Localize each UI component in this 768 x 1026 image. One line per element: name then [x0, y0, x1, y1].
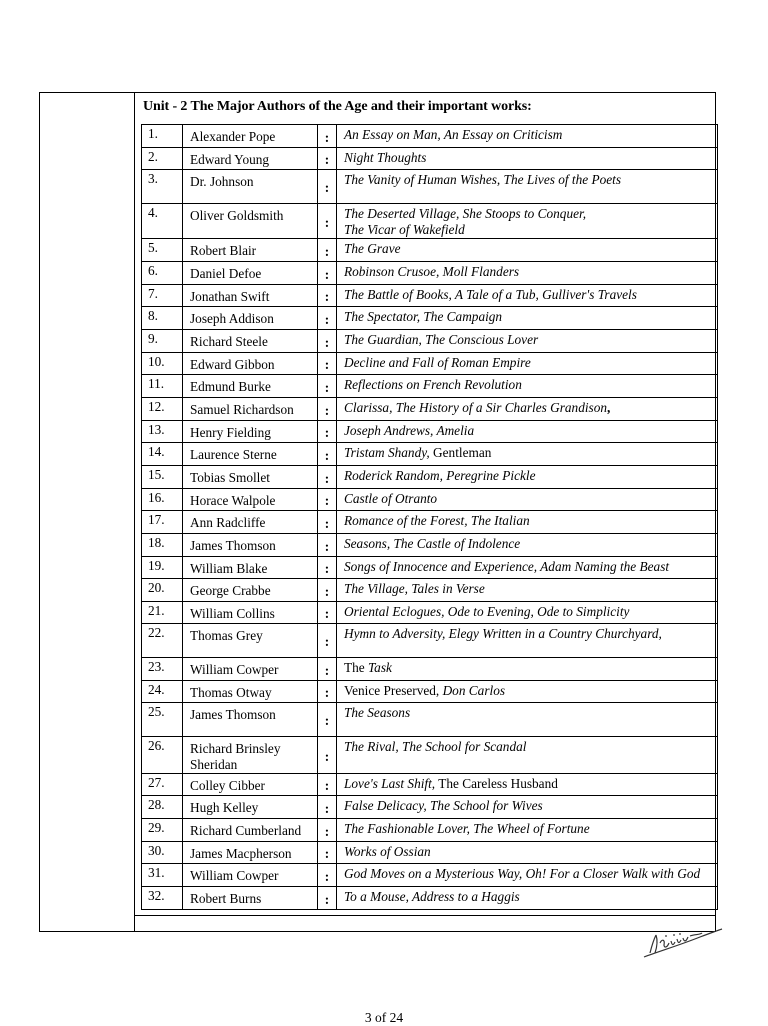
works-text [344, 491, 713, 507]
row-number: 30. [142, 842, 183, 864]
works-text [344, 705, 713, 721]
works-text [344, 513, 713, 529]
works-text [344, 660, 713, 676]
works-cell [337, 624, 718, 658]
table-row [142, 443, 718, 466]
row-number: 21. [142, 602, 183, 624]
row-number: 14. [142, 443, 183, 466]
colon-separator: : [318, 353, 337, 375]
colon-separator: : [318, 125, 337, 148]
table-row [142, 421, 718, 443]
work-title: Clarissa, The History of a Sir Charles Grandison [344, 400, 608, 415]
works-cell [337, 443, 718, 466]
table-row [142, 796, 718, 819]
author-name-text: Oliver Goldsmith [190, 208, 284, 223]
table-row [142, 819, 718, 842]
works-text [344, 206, 713, 238]
row-number: 10. [142, 353, 183, 375]
row-number: 24. [142, 681, 183, 703]
author-name [183, 398, 318, 421]
author-name [183, 307, 318, 330]
row-number: 15. [142, 466, 183, 489]
table-row [142, 330, 718, 353]
author-name-text: Richard Steele [190, 334, 268, 349]
colon-separator: : [318, 864, 337, 887]
works-text [344, 127, 713, 143]
row-number: 3. [142, 170, 183, 204]
colon-separator: : [318, 239, 337, 262]
row-number: 20. [142, 579, 183, 602]
author-name [183, 579, 318, 602]
author-name [183, 557, 318, 579]
table-row [142, 774, 718, 796]
works-text [344, 821, 713, 837]
row-number: 31. [142, 864, 183, 887]
colon-separator: : [318, 262, 337, 285]
work-title: The Guardian, The Conscious Lover [344, 332, 539, 347]
row-number: 5. [142, 239, 183, 262]
works-text [344, 604, 713, 620]
table-row [142, 887, 718, 910]
author-name [183, 624, 318, 658]
author-name-text: Daniel Defoe [190, 266, 262, 281]
work-title: The [344, 660, 368, 675]
row-number: 32. [142, 887, 183, 910]
colon-separator: : [318, 307, 337, 330]
colon-separator: : [318, 624, 337, 658]
works-text [344, 468, 713, 484]
author-name-text: Edmund Burke [190, 379, 271, 394]
row-number: 4. [142, 204, 183, 239]
author-name [183, 262, 318, 285]
author-name-text: James Macpherson [190, 846, 292, 861]
row-number: 16. [142, 489, 183, 511]
work-title: God Moves on a Mysterious Way, Oh! For a Closer Walk with God [344, 866, 701, 881]
table-row [142, 466, 718, 489]
author-name-text: Horace Walpole [190, 493, 276, 508]
author-name-text: Tobias Smollet [190, 470, 270, 485]
row-number: 25. [142, 703, 183, 737]
page-number: 3 of 24 [364, 1010, 404, 1025]
colon-separator: : [318, 737, 337, 774]
table-row [142, 842, 718, 864]
table-row [142, 398, 718, 421]
row-number: 18. [142, 534, 183, 557]
author-name [183, 658, 318, 681]
works-text [344, 377, 713, 393]
row-number: 9. [142, 330, 183, 353]
table-row [142, 353, 718, 375]
author-name [183, 602, 318, 624]
work-title: Task [368, 660, 392, 675]
author-name-text: Colley Cibber [190, 778, 265, 793]
author-name [183, 703, 318, 737]
work-title: Roderick Random, Peregrine Pickle [344, 468, 536, 483]
table-row [142, 658, 718, 681]
works-text [344, 355, 713, 371]
works-cell [337, 421, 718, 443]
colon-separator: : [318, 774, 337, 796]
author-name [183, 796, 318, 819]
table-row [142, 681, 718, 703]
works-cell [337, 239, 718, 262]
works-cell [337, 602, 718, 624]
author-name-text: Henry Fielding [190, 425, 271, 440]
author-name [183, 204, 318, 239]
table-row [142, 703, 718, 737]
author-name [183, 466, 318, 489]
work-title: The Deserted Village, She Stoops to Conquer, The Vicar of Wakefield [344, 206, 587, 237]
table-row [142, 511, 718, 534]
table-row [142, 534, 718, 557]
colon-separator: : [318, 443, 337, 466]
colon-separator: : [318, 285, 337, 307]
works-text [344, 581, 713, 597]
work-title: Songs of Innocence and Experience, Adam Naming the Beast [344, 559, 670, 574]
colon-separator: : [318, 534, 337, 557]
author-name-text: William Cowper [190, 662, 279, 677]
author-name-text: Robert Burns [190, 891, 262, 906]
work-title: The Village, Tales in Verse [344, 581, 485, 596]
row-number: 22. [142, 624, 183, 658]
work-title: Tristam Shandy, [344, 445, 430, 460]
author-name [183, 170, 318, 204]
works-text [344, 683, 713, 699]
colon-separator: : [318, 421, 337, 443]
work-title: Romance of the Forest, The Italian [344, 513, 530, 528]
colon-separator: : [318, 681, 337, 703]
colon-separator: : [318, 658, 337, 681]
table-row [142, 148, 718, 170]
colon-separator: : [318, 375, 337, 398]
author-name-text: Richard Cumberland [190, 823, 302, 838]
author-name [183, 842, 318, 864]
row-number: 6. [142, 262, 183, 285]
works-text [344, 423, 713, 439]
author-name-text: Richard Brinsley Sheridan [190, 741, 281, 772]
work-title: The Vanity of Human Wishes, The Lives of the Poets [344, 172, 621, 187]
table-row [142, 239, 718, 262]
works-text [344, 559, 713, 575]
author-name-text: Laurence Sterne [190, 447, 277, 462]
author-name [183, 421, 318, 443]
row-number: 2. [142, 148, 183, 170]
colon-separator: : [318, 330, 337, 353]
works-text [344, 400, 713, 416]
works-text [344, 798, 713, 814]
works-text [344, 536, 713, 552]
work-title: Reflections on French Revolution [344, 377, 522, 392]
works-cell [337, 557, 718, 579]
author-name [183, 819, 318, 842]
work-title: The Careless Husband [435, 776, 558, 791]
author-name-text: Samuel Richardson [190, 402, 294, 417]
works-text [344, 309, 713, 325]
table-row [142, 579, 718, 602]
works-text [344, 287, 713, 303]
author-name-text: Thomas Otway [190, 685, 272, 700]
works-cell [337, 658, 718, 681]
row-number: 11. [142, 375, 183, 398]
works-text [344, 150, 713, 166]
work-title: Castle of Otranto [344, 491, 438, 506]
work-title: Seasons, The Castle of Indolence [344, 536, 521, 551]
colon-separator: : [318, 819, 337, 842]
work-title: The Rival, The School for Scandal [344, 739, 527, 754]
author-name [183, 681, 318, 703]
colon-separator: : [318, 557, 337, 579]
works-cell [337, 330, 718, 353]
work-title: Decline and Fall of Roman Empire [344, 355, 531, 370]
works-cell [337, 170, 718, 204]
works-text [344, 626, 713, 642]
colon-separator: : [318, 887, 337, 910]
work-title: The Grave [344, 241, 401, 256]
author-name [183, 887, 318, 910]
work-title: Hymn to Adversity, Elegy Written in a Country Churchyard, [344, 626, 662, 641]
author-name-text: Edward Young [190, 152, 270, 167]
works-cell [337, 703, 718, 737]
author-name [183, 330, 318, 353]
row-number: 28. [142, 796, 183, 819]
authors-table [141, 124, 718, 910]
author-name-text: George Crabbe [190, 583, 271, 598]
colon-separator: : [318, 398, 337, 421]
author-name [183, 489, 318, 511]
row-number: 17. [142, 511, 183, 534]
author-name-text: Joseph Addison [190, 311, 274, 326]
author-name [183, 239, 318, 262]
works-text [344, 866, 713, 882]
table-row [142, 285, 718, 307]
author-name [183, 375, 318, 398]
works-text [344, 776, 713, 792]
row-number: 1. [142, 125, 183, 148]
author-name [183, 864, 318, 887]
colon-separator: : [318, 602, 337, 624]
works-cell [337, 819, 718, 842]
works-cell [337, 737, 718, 774]
work-title: False Delicacy, The School for Wives [344, 798, 543, 813]
works-cell [337, 534, 718, 557]
table-row [142, 262, 718, 285]
table-row [142, 170, 718, 204]
works-cell [337, 579, 718, 602]
author-name-text: Thomas Grey [190, 628, 263, 643]
colon-separator: : [318, 842, 337, 864]
work-title: , [607, 400, 611, 415]
author-name [183, 534, 318, 557]
author-name-text: William Collins [190, 606, 275, 621]
works-cell [337, 887, 718, 910]
works-text [344, 445, 713, 461]
work-title: The Spectator, The Campaign [344, 309, 503, 324]
work-title: An Essay on Man, An Essay on Criticism [344, 127, 563, 142]
work-title: The Fashionable Lover, The Wheel of Fortune [344, 821, 590, 836]
works-text [344, 172, 713, 188]
row-number: 27. [142, 774, 183, 796]
work-title: Works of Ossian [344, 844, 431, 859]
colon-separator: : [318, 204, 337, 239]
authors-table-body [142, 125, 718, 910]
works-cell [337, 774, 718, 796]
works-text [344, 241, 713, 257]
author-name [183, 285, 318, 307]
table-row [142, 375, 718, 398]
author-name [183, 511, 318, 534]
work-title: The Battle of Books, A Tale of a Tub, Gulliver's Travels [344, 287, 637, 302]
table-row [142, 737, 718, 774]
work-title: Gentleman [429, 445, 492, 460]
works-cell [337, 796, 718, 819]
works-cell [337, 398, 718, 421]
work-title: Love's Last Shift, [344, 776, 436, 791]
author-name-text: William Blake [190, 561, 268, 576]
works-cell [337, 511, 718, 534]
works-text [344, 332, 713, 348]
row-number: 23. [142, 658, 183, 681]
colon-separator: : [318, 511, 337, 534]
work-title: Venice Preserved, [344, 683, 443, 698]
work-title: To a Mouse, Address to a Haggis [344, 889, 520, 904]
table-row [142, 624, 718, 658]
work-title: Oriental Eclogues, Ode to Evening, Ode to Simplicity [344, 604, 630, 619]
colon-separator: : [318, 579, 337, 602]
table-row [142, 307, 718, 330]
row-number: 12. [142, 398, 183, 421]
author-name-text: James Thomson [190, 538, 276, 553]
table-row [142, 557, 718, 579]
works-cell [337, 489, 718, 511]
colon-separator: : [318, 796, 337, 819]
colon-separator: : [318, 148, 337, 170]
table-row [142, 864, 718, 887]
author-name-text: Dr. Johnson [190, 174, 254, 189]
work-title: Robinson Crusoe, Moll Flanders [344, 264, 520, 279]
works-text [344, 264, 713, 280]
works-text [344, 889, 713, 905]
author-name-text: Ann Radcliffe [190, 515, 266, 530]
author-name-text: Alexander Pope [190, 129, 276, 144]
row-number: 8. [142, 307, 183, 330]
works-cell [337, 285, 718, 307]
author-name [183, 148, 318, 170]
colon-separator: : [318, 489, 337, 511]
works-cell [337, 375, 718, 398]
row-number: 26. [142, 737, 183, 774]
colon-separator: : [318, 170, 337, 204]
author-name [183, 737, 318, 774]
author-name-text: Robert Blair [190, 243, 257, 258]
table-row [142, 489, 718, 511]
works-cell [337, 262, 718, 285]
table-row [142, 125, 718, 148]
works-cell [337, 864, 718, 887]
author-name-text: James Thomson [190, 707, 276, 722]
left-column-rule [134, 92, 135, 932]
colon-separator: : [318, 703, 337, 737]
row-number: 7. [142, 285, 183, 307]
works-cell [337, 148, 718, 170]
table-row [142, 602, 718, 624]
work-title: Night Thoughts [344, 150, 427, 165]
author-name [183, 353, 318, 375]
works-cell [337, 204, 718, 239]
row-number: 13. [142, 421, 183, 443]
unit-title: Unit - 2 The Major Authors of the Age and their important works: [143, 99, 532, 114]
work-title: The Seasons [344, 705, 411, 720]
table-row [142, 204, 718, 239]
row-number: 19. [142, 557, 183, 579]
works-cell [337, 842, 718, 864]
works-cell [337, 307, 718, 330]
author-name [183, 443, 318, 466]
works-cell [337, 125, 718, 148]
works-text [344, 739, 713, 755]
work-title: Joseph Andrews, Amelia [344, 423, 475, 438]
author-name-text: William Cowper [190, 868, 279, 883]
author-name-text: Hugh Kelley [190, 800, 259, 815]
bottom-rule [134, 915, 716, 916]
colon-separator: : [318, 466, 337, 489]
works-text [344, 844, 713, 860]
author-name [183, 774, 318, 796]
works-cell [337, 353, 718, 375]
works-cell [337, 681, 718, 703]
row-number: 29. [142, 819, 183, 842]
author-name-text: Edward Gibbon [190, 357, 275, 372]
author-name-text: Jonathan Swift [190, 289, 270, 304]
work-title: Don Carlos [442, 683, 506, 698]
works-cell [337, 466, 718, 489]
author-name [183, 125, 318, 148]
signature-icon [640, 915, 725, 965]
